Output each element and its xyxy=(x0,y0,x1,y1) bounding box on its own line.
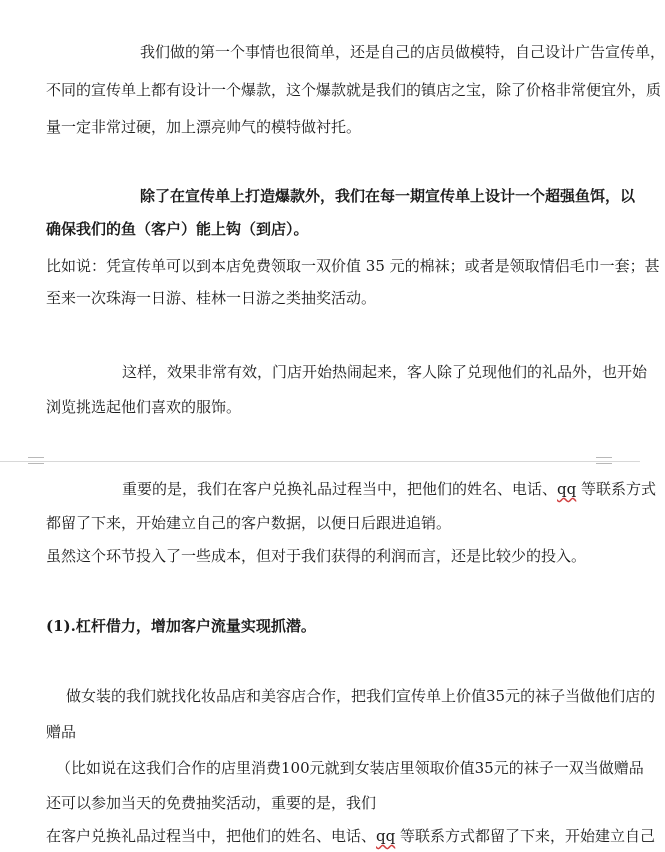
paragraph-7-line-1: 做女装的我们就找化妆品店和美容店合作，把我们宣传单上价值35元的袜子当做他们店的 xyxy=(66,687,656,705)
paragraph-5-line-2: 都留了下来，开始建立自己的客户数据，以便日后跟进追销。 xyxy=(46,514,452,532)
section-heading: (1).杠杆借力，增加客户流量实现抓潜。 xyxy=(46,617,316,635)
paragraph-1-line-1: 我们做的第一个事情也很简单，还是自己的店员做模特，自己设计广告宣传单， xyxy=(140,43,665,61)
paragraph-8-text-a: 在客户兑换礼品过程当中，把他们的姓名、电话、 xyxy=(46,827,377,845)
paragraph-8-line-3 xyxy=(46,826,655,846)
paragraph-3-line-2: 至来一次珠海一日游、桂林一日游之类抽奖活动。 xyxy=(46,289,377,307)
paragraph-2-line-2: 确保我们的鱼（客户）能上钩（到店）。 xyxy=(46,220,309,238)
paragraph-7-line-2: 赠品 xyxy=(46,723,77,741)
paragraph-8-text-b: 等联系方式都留了下来，开始建立自己 xyxy=(395,827,656,845)
paragraph-6-line-1: 虽然这个环节投入了一些成本，但对于我们获得的利润而言，还是比较少的投入。 xyxy=(46,547,587,565)
paragraph-5-text-a: 重要的是，我们在客户兑换礼品过程当中，把他们的姓名、电话、 xyxy=(122,480,558,498)
paragraph-4-line-2: 浏览挑选起他们喜欢的服饰。 xyxy=(46,398,242,416)
paragraph-8-line-1: （比如说在这我们合作的店里消费100元就到女装店里领取价值35元的袜子一双当做赠品 xyxy=(56,759,644,777)
paragraph-1-line-2: 不同的宣传单上都有设计一个爆款，这个爆款就是我们的镇店之宝，除了价格非常便宜外，质 xyxy=(46,81,662,99)
qq-word: qq xyxy=(376,827,396,845)
paragraph-8-line-2: 还可以参加当天的免费抽奖活动，重要的是，我们 xyxy=(46,794,377,812)
paragraph-2-line-1: 除了在宣传单上打造爆款外，我们在每一期宣传单上设计一个超强鱼饵，以 xyxy=(140,187,636,205)
paragraph-4-line-1: 这样，效果非常有效，门店开始热闹起来，客人除了兑现他们的礼品外，也开始 xyxy=(122,363,648,381)
paragraph-1-line-3: 量一定非常过硬，加上漂亮帅气的模特做衬托。 xyxy=(46,118,362,136)
paragraph-5-line-1 xyxy=(122,479,656,499)
paragraph-5-text-b: 等联系方式 xyxy=(576,480,657,498)
paragraph-3-line-1: 比如说：凭宣传单可以到本店免费领取一双价值 35 元的棉袜；或者是领取情侣毛巾一套；甚 xyxy=(46,257,660,275)
page-corner-mark-right xyxy=(596,457,612,464)
page-break-divider xyxy=(0,461,640,462)
qq-word: qq xyxy=(557,480,577,498)
